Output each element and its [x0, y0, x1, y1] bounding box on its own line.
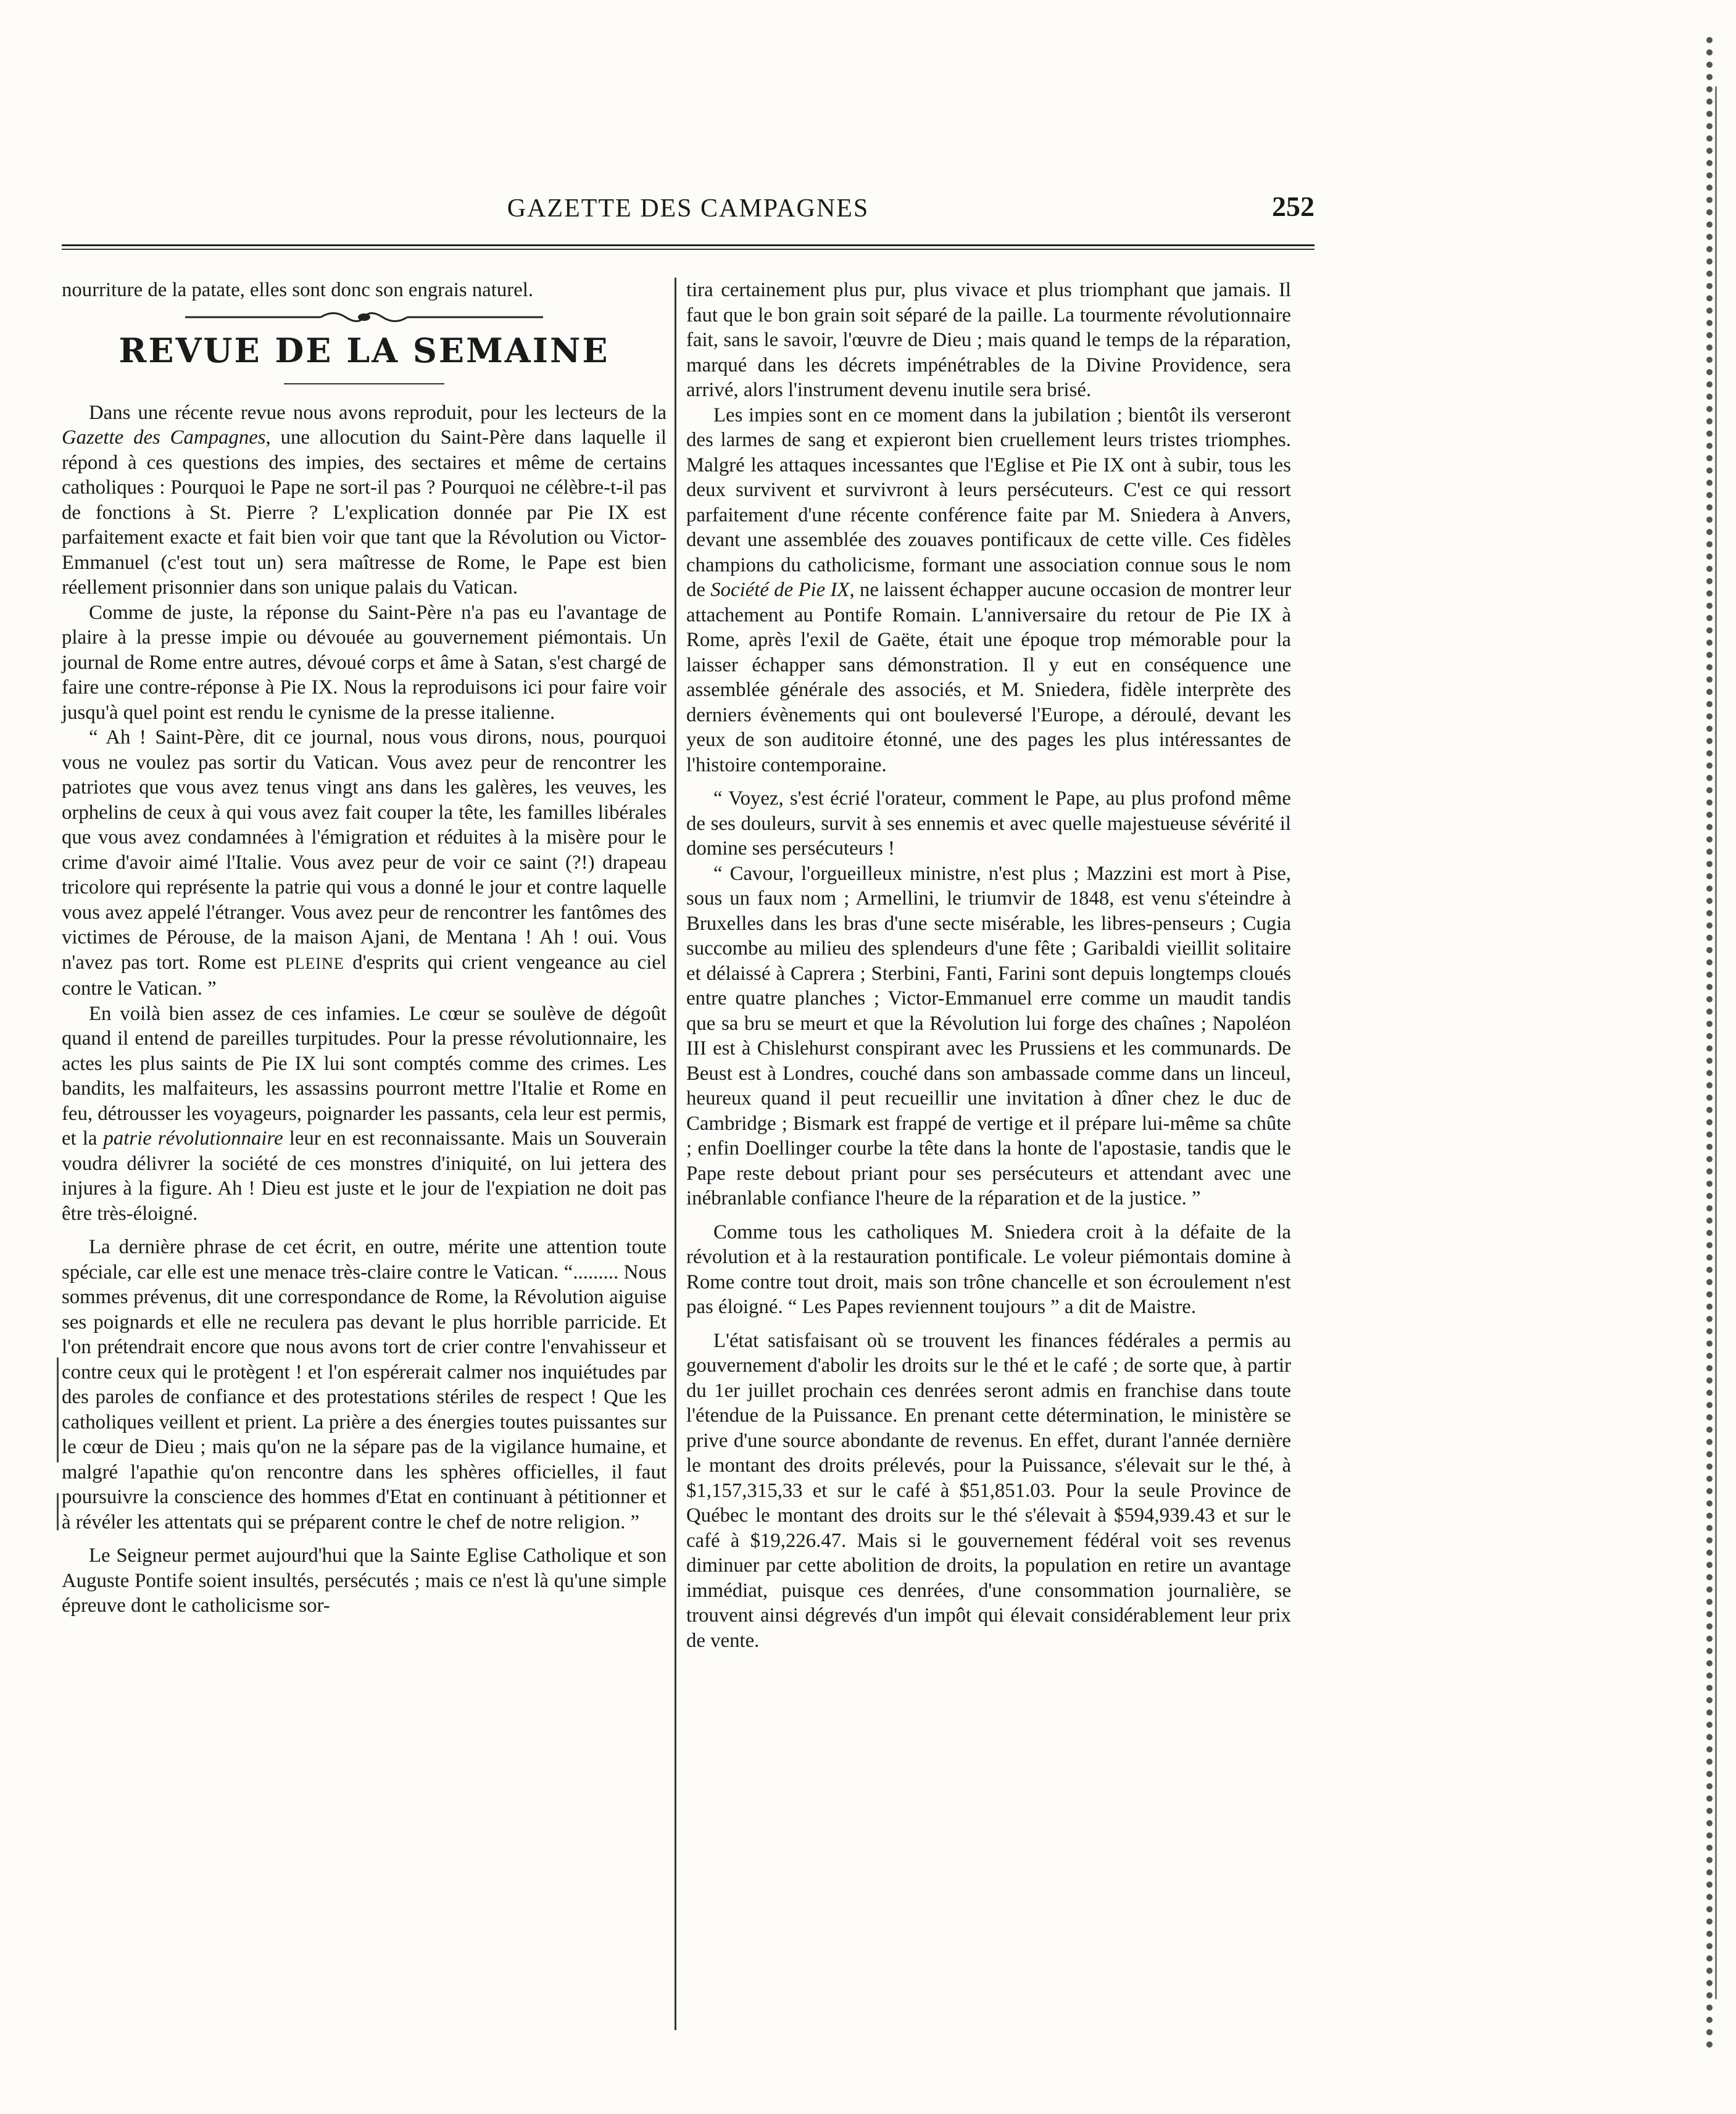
paragraph-allocution-text-c: , une allocution du Saint-Père dans laquelle il répond à ces questions des impies, des sectaires et même de certains catholiques : Pourquoi le Pape ne sort-il pas ? Pourquoi ne célèbre-t-il pas de fonctions à St. Pierre ? L'explication donnée par Pie IX est parfaitement exacte et fait bien voir que tant que la Révolution ou Victor-Emmanuel (c'est tout un) sera maîtresse de Rome, le Pape est bien réellement prisonnier dans son unique palais du Vatican.: [62, 426, 667, 599]
paragraph-infamies-text-a: En voilà bien assez de ces infamies. Le cœur se soulève de dégoût quand il entend de pareilles turpitudes. Pour la presse révolutionnaire, les actes les plus saints de Pie IX lui sont comptés comme des crimes. Les bandits, les malfaiteurs, les assassins pourront mettre l'Italie et Rome en feu, détrousser les voyageurs, poignarder les passants, cela leur est permis, et la: [62, 1002, 667, 1150]
left-column: [62, 278, 667, 2030]
ornamental-rule-icon: [179, 309, 549, 325]
small-caps-word: PLEINE: [285, 954, 344, 972]
right-column: [686, 278, 1291, 2030]
page-number: 252: [1272, 191, 1314, 222]
paragraph-finances: L'état satisfaisant où se trouvent les finances fédérales a permis au gouvernement d'abolir les droits sur le thé et le café ; de sorte que, à partir du 1er juillet prochain ces denrées seront admis en franchise dans toute l'étendue de la Puissance. En prenant cette détermination, le ministère se prive d'une source abondante de revenus. En effet, durant l'année dernière le montant des droits prélevés, pour la Puissance, s'élevait sur le thé, à $1,157,315,33 et sur le café à $51,851.03. Pour la seule Province de Québec le montant des droits sur le thé s'élevait à $594,939.43 et sur le café à $19,226.47. Mais si le gouvernement fédéral voit ses revenus diminuer par cette abolition de droits, la population en retire un avantage immédiat, puisque ces denrées, d'une consommation journalière, se trouvent ainsi dégrevés d'un impôt qui élevait considérablement leur prix de vente.: [686, 1329, 1291, 1652]
header-rule-top: [62, 244, 1314, 246]
running-head: [62, 191, 1314, 231]
paragraph-orateur: “ Voyez, s'est écrié l'orateur, comment le Pape, au plus profond même de ses douleurs, survit à ses ennemis et avec quelle majestueuse sévérité il domine ses persécuteurs !: [686, 787, 1291, 860]
paragraph-journal-quote: [62, 725, 667, 1001]
italic-phrase: patrie révolutionnaire: [103, 1127, 283, 1150]
header-double-rule: [62, 244, 1314, 253]
margin-mark: [57, 1358, 59, 1462]
paragraph-impies: [686, 403, 1291, 778]
section-heading: REVUE DE LA SEMAINE: [118, 330, 610, 370]
paragraph-cavour: “ Cavour, l'orgueilleux ministre, n'est plus ; Mazzini est mort à Pise, sous un faux nom ; Armellini, le triumvir de 1848, est venu s'éteindre à Bruxelles dans les bras d'une secte misérable, les libres-penseurs ; Cugia succombe au milieu des splendeurs d'une fête ; Garibaldi vieillit solitaire et délaissé à Caprera ; Sterbini, Fanti, Farini sont depuis longtemps cloués entre quatre planches ; Victor-Emmanuel erre comme un maudit tandis que sa bru se meurt et que la Révolution lui forge des chaînes ; Napoléon III est à Chislehurst conspirant avec les Prussiens et les communards. De Beust est à Londres, couché dans son ambassade comme dans un linceul, heureux quand il peut recueillir une invitation à dîner chez le duc de Cambridge ; Bismark est frappé de vertige et il prépare lui-même sa chûte ; enfin Doellinger courbe la tête dans la honte de l'apostasie, tandis que le Pape reste debout priant pour ses persécuteurs et attendant avec une inébranlable confiance l'heure de la réparation et de la justice. ”: [686, 862, 1291, 1209]
heading-rule: [284, 383, 444, 384]
paragraph-presse-impie: Comme de juste, la réponse du Saint-Père n'a pas eu l'avantage de plaire à la presse impie ou dévouée au gouvernement piémontais. Un journal de Rome entre autres, dévoué corps et âme à Satan, s'est chargé de faire une contre-réponse à Pie IX. Nous la reproduisons ici pour faire voir jusqu'à quel point est rendu le cynisme de la presse italienne.: [62, 601, 667, 724]
binding-edge-dots: [1706, 37, 1713, 2049]
paragraph-allocution-text-a: Dans une récente revue nous avons reproduit, pour les lecteurs de la: [89, 401, 667, 424]
paragraph-journal-quote-text-a: “ Ah ! Saint-Père, dit ce journal, nous vous dirons, nous, pourquoi vous ne voulez pas sortir du Vatican. Vous avez peur de rencontrer les patriotes que vous avez tenus vingt ans dans les galères, les veuves, les orphelins de ceux à qui vous avez fait couper la tête, les familles libérales que vous avez condamnées à l'émigration et réduites à la misère pour le crime d'avoir aimé l'Italie. Vous avez peur de voir ce saint (?!) drapeau tricolore qui représente la patrie qui vous a donné le jour et contre laquelle vous avez appelé l'étranger. Vous avez peur de rencontrer les fantômes des victimes de Pérouse, de la maison Ajani, de Mentana ! Ah ! oui. Vous n'avez pas tort. Rome est: [62, 726, 667, 974]
paragraph-journal-quote-text-c: d'esprits qui crient vengeance au ciel contre le Vatican. ”: [62, 951, 667, 1000]
column-divider: [675, 278, 676, 2030]
paragraph-seigneur: Le Seigneur permet aujourd'hui que la Sainte Eglise Catholique et son Auguste Pontife soient insultés, persécutés ; mais ce n'est là qu'une simple épreuve dont le catholicisme sor-: [62, 1544, 667, 1617]
publication-title: Gazette des Campagnes: [62, 426, 266, 449]
paragraph-impies-text-c: , ne laissent échapper aucune occasion de montrer leur attachement au Pontife Romain. L'anniversaire du retour de Pie IX à Rome, après l'exil de Gaëte, était une époque trop mémorable pour la laisser échapper sans démonstration. Il y eut en conséquence une assemblée générale des associés, et M. Sniedera, fidèle interprète des derniers évènements qui ont bouleversé l'Europe, a déroulé, devant les yeux de son auditoire étonné, une des pages les plus intéressantes de l'histoire contemporaine.: [686, 579, 1292, 776]
society-name: Société de Pie IX: [710, 579, 850, 601]
paragraph-infamies: [62, 1001, 667, 1227]
paragraph-continuation: tira certainement plus pur, plus vivace et plus triomphant que jamais. Il faut que le bon grain soit séparé de la paille. La tourmente révolutionnaire fait, sans le savoir, l'œuvre de Dieu ; mais quand le temps de la réparation, marqué dans les décrets impénétrables de la Divine Providence, sera arrivé, alors l'instrument devenu inutile sera brisé.: [686, 279, 1291, 401]
paragraph-infamies-text-c: leur en est reconnaissante. Mais un Souverain voudra délivrer la société de ces monstres d'iniquité, on lui jettera des injures à la figure. Ah ! Dieu est juste et le jour de l'expiation ne doit pas être très-éloigné.: [62, 1127, 667, 1225]
paragraph-restauration: Comme tous les catholiques M. Sniedera croit à la défaite de la révolution et à la restauration pontificale. Le voleur piémontais domine à Rome contre tout droit, mais son trône chancelle et son écroulement n'est pas éloigné. “ Les Papes reviennent toujours ” a dit de Maistre.: [686, 1221, 1291, 1318]
paragraph-impies-text-a: Les impies sont en ce moment dans la jubilation ; bientôt ils verseront des larmes de sang et expieront bien cruellement leurs tristes triomphes. Malgré les attaques incessantes que l'Eglise et Pie IX ont à subir, tous les deux survivent et survivront à leurs persécuteurs. C'est ce qui ressort parfaitement d'une récente conférence faite par M. Sniedera à Anvers, devant une assemblée des zouaves pontificaux de cette ville. Ces fidèles champions du catholicisme, formant une association connue sous le nom de: [686, 404, 1291, 601]
paragraph-derniere-phrase: La dernière phrase de cet écrit, en outre, mérite une attention toute spéciale, car elle est une menace très-claire contre le Vatican. “......... Nous sommes prévenus, dit une correspondance de Rome, la Révolution aiguise ses poignards et elle ne reculera pas devant le plus horrible parricide. Et l'on prétendrait encore que nous avons tort de crier contre l'envahisseur et contre ceux qui le protègent ! et l'on espérerait calmer nos inquiétudes par des paroles de confiance et des protestations stériles de respect ! Que les catholiques veillent et prient. La prière a des énergies toutes puissantes sur le cœur de Dieu ; mais qu'on ne la sépare pas de la vigilance humaine, et malgré l'apathie qu'on rencontre dans les sphères officielles, il faut poursuivre la conscience des hommes d'Etat en continuant à pétitionner et à révéler les attentats qui se préparent contre le chef de notre religion. ”: [62, 1236, 667, 1533]
running-title: GAZETTE DES CAMPAGNES: [507, 194, 870, 223]
paragraph-allocution: [62, 400, 667, 600]
binding-edge-line: [1715, 86, 1717, 1999]
header-rule-bottom: [62, 249, 1314, 250]
margin-mark: [57, 1493, 59, 1530]
binding-edge: [1668, 0, 1736, 2114]
carryover-line: nourriture de la patate, elles sont donc son engrais naturel.: [62, 279, 534, 301]
